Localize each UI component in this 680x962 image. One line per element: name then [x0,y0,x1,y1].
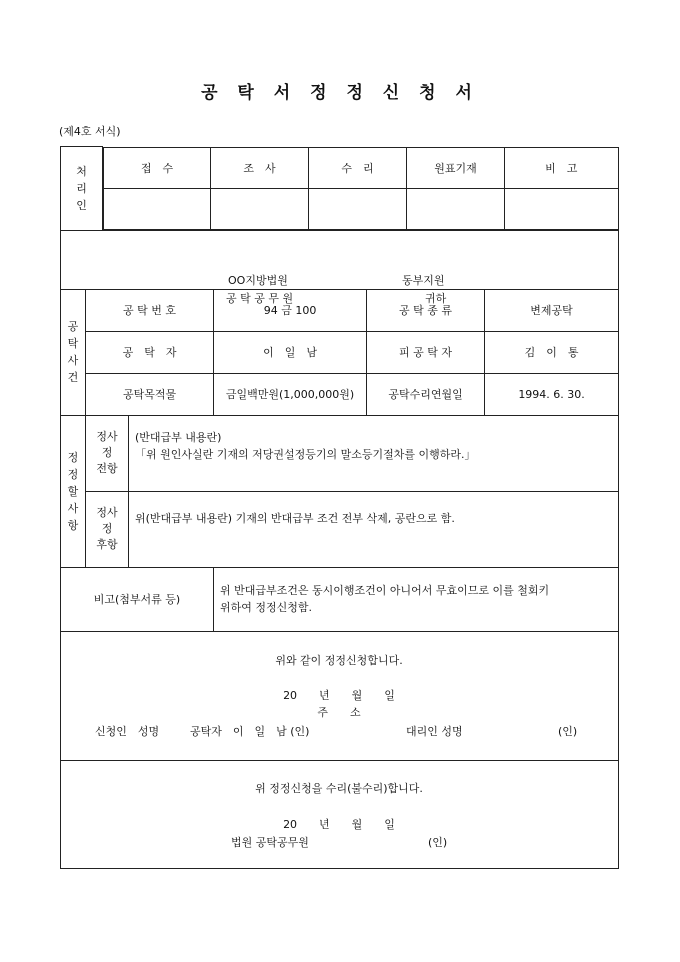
before-label: 정사 정 전항 [86,415,129,491]
handler-label: 처 리 인 [61,147,103,231]
agent-label: 대리인 성명 [406,724,463,738]
application-block [61,631,619,760]
acceptance-sign-cell[interactable] [309,188,407,229]
ledger-sign-cell[interactable] [407,188,505,229]
application-statement: 위와 같이 정정신청합니다. [275,653,403,667]
officer-title: 공 탁 공 무 원 [226,291,294,305]
acceptance-officer: 법원 공탁공무원 [231,835,309,849]
address-label: 주 소 [317,705,361,719]
col-ledger-entry: 원표기재 [407,147,505,188]
case-label: 공 탁 사 건 [61,289,86,415]
acceptance-block [61,760,619,868]
depositee-value[interactable]: 김 이 통 [485,331,619,373]
case-row [61,289,619,331]
correction-after-row [61,491,619,567]
after-label: 정사 정 후항 [86,491,129,567]
correction-label: 정 정 할 사 항 [61,415,86,567]
acceptance-date-value[interactable]: 1994. 6. 30. [485,373,619,415]
depositor-value[interactable]: 이 일 남 [214,331,367,373]
deposit-object-value[interactable]: 금일백만원(1,000,000원) [214,373,367,415]
deposit-number-label: 공 탁 번 호 [86,289,214,331]
handler-header-row [61,147,619,187]
deposit-object-label: 공탁목적물 [86,373,214,415]
acceptance-statement: 위 정정신청을 수리(불수리)합니다. [255,781,423,795]
col-remarks: 비 고 [505,147,619,188]
correction-before-row [61,415,619,491]
deposit-type-label: 공 탁 종 류 [367,289,485,331]
application-row [61,631,619,760]
applicant-label: 신청인 성명 [95,724,160,738]
honorific: 귀하 [425,291,447,305]
acceptance-date[interactable]: 20 년 월 일 [283,817,395,831]
acceptance-date-label: 공탁수리연월일 [367,373,485,415]
depositee-label: 피 공 탁 자 [367,331,485,373]
form-number: (제4호 서식) [59,125,121,138]
case-row [61,373,619,415]
remarks-label: 비고(첨부서류 등) [61,567,214,631]
document-title: 공 탁 서 정 정 신 청 서 [201,83,479,103]
deposit-type-value[interactable]: 변제공탁 [485,289,619,331]
depositor-label: 공 탁 자 [86,331,214,373]
after-text[interactable]: 위(반대급부 내용란) 기재의 반대급부 조건 전부 삭제, 공란으로 함. [129,491,619,567]
review-sign-cell[interactable] [211,188,309,229]
remarks-row [61,567,619,631]
application-form [60,146,619,869]
deposit-number-value[interactable]: 94 금 100 [214,289,367,331]
col-receipt: 접 수 [104,147,211,188]
agent-seal[interactable]: (인) [558,724,578,738]
remarks-text[interactable]: 위 반대급부조건은 동시이행조건이 아니어서 무효이므로 이를 철회키 위하여 정정신청함. [214,567,619,631]
col-acceptance: 수 리 [309,147,407,188]
addressee-block [61,230,619,305]
receipt-sign-cell[interactable] [104,188,211,229]
applicant-name[interactable]: 공탁자 이 일 남 (인) [190,724,310,738]
case-row [61,331,619,373]
col-review: 조 사 [211,147,309,188]
acceptance-seal[interactable]: (인) [428,835,448,849]
branch-name: 동부지원 [402,273,445,287]
remarks-sign-cell[interactable] [505,188,619,229]
before-text[interactable]: (반대급부 내용란) 「위 원인사실란 기재의 저당권설정등기의 말소등기절차를 이행하라.」 [129,415,619,491]
court-name: OO지방법원 [228,273,288,287]
application-date[interactable]: 20 년 월 일 [283,688,395,702]
acceptance-row [61,760,619,868]
